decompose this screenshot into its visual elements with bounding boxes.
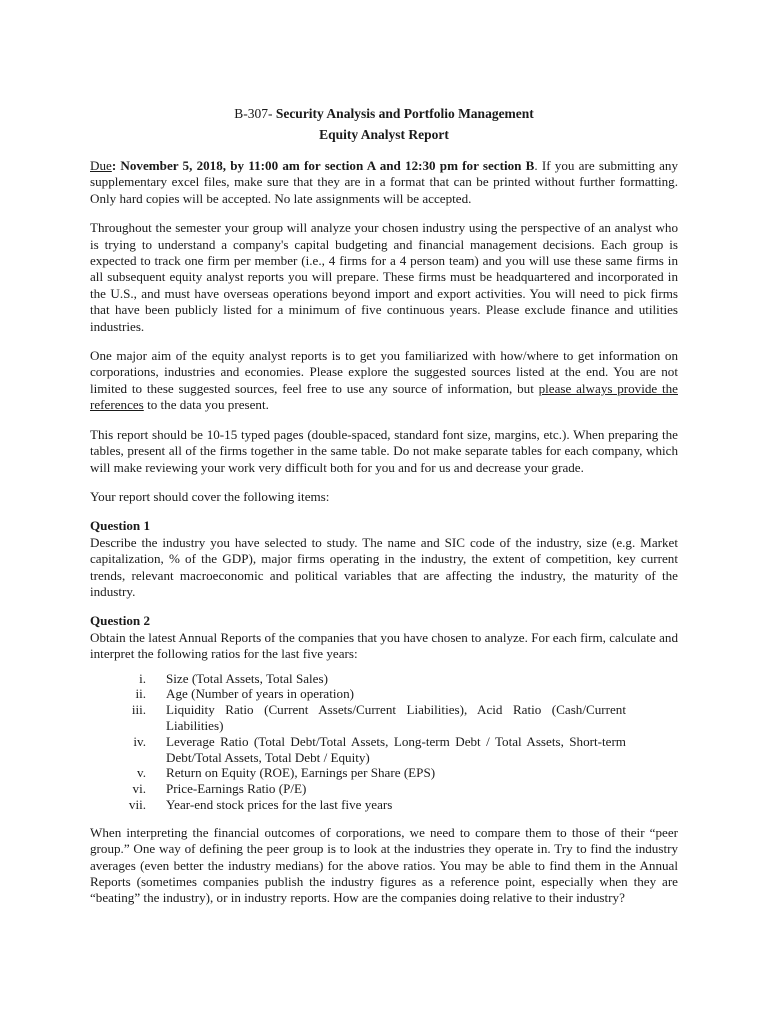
course-code: B-307- (234, 106, 276, 121)
question-1-text: Describe the industry you have selected to study. The name and SIC code of the industry, size (e.g. Market capitalization, % of the GDP), major firms operating in the industry, the extent of competition, key current trends, relevant macroeconomic and political variables that are affecting the industry, the maturity of the industry. (90, 534, 678, 599)
list-item-text: Price-Earnings Ratio (P/E) (166, 781, 307, 797)
list-item-text: Return on Equity (ROE), Earnings per Share (EPS) (166, 765, 436, 781)
list-item-number: vi. (132, 781, 146, 797)
list-item-text: Liquidity Ratio (Current Assets/Current Liabilities), Acid Ratio (Cash/Current Liabilities) (166, 702, 626, 733)
list-item (90, 797, 678, 813)
list-item (90, 671, 678, 687)
references-emphasis: please always provide the references (90, 380, 678, 413)
due-label: Due (90, 158, 112, 173)
list-item-text: Year-end stock prices for the last five years (166, 796, 393, 812)
due-paragraph (90, 158, 678, 207)
paragraph-overview: Throughout the semester your group will analyze your chosen industry using the perspective of an analyst who is trying to understand a company's capital budgeting and financial management decisions. Each group is expected to track one firm per member (i.e., 4 firms for a 4 person team) and you will use these same firms in all subsequent equity analyst reports you will prepare. These firms must be headquartered and incorporated in the U.S., and must have overseas operations beyond import and export activities. You will need to pick firms that have been publicly listed for a minimum of five continuous years. Please exclude finance and utilities industries. (90, 220, 678, 334)
paragraph-sources: One major aim of the equity analyst reports is to get you familiarized with how/where to get information on corporations, industries and economies. Please explore the suggested sources listed at the end. You are not limited to these suggested sources, feel free to use any source of information, but please always provide the references to the data you present. (90, 348, 678, 413)
due-details: . If you are submitting any supplementary excel files, make sure that they are in a format that can be printed without further formatting. Only hard copies will be accepted. No late assignments will be accepted. (90, 158, 678, 206)
document-body (90, 158, 678, 920)
list-item-number: i. (139, 670, 146, 686)
question-2-intro: Obtain the latest Annual Reports of the companies that you have chosen to analyze. For each firm, calculate and interpret the following ratios for the last five years: (90, 629, 678, 662)
list-item-text: Age (Number of years in operation) (166, 686, 354, 702)
question-2-outro: When interpreting the financial outcomes of corporations, we need to compare them to those of their “peer group.” One way of defining the peer group is to look at the industries they operate in. Try to find the industry averages (even better the industry medians) for the above ratios. You may be able to find them in the Annual Reports (sometimes companies publish the industry figures as a reference point, especially when they are “beating” the industry), or in industry reports. How are the companies doing relative to their industry? (90, 824, 678, 906)
ratio-list (90, 671, 678, 813)
list-item-number: ii. (135, 686, 146, 702)
question-1-heading: Question 1 (90, 518, 151, 534)
list-item (90, 781, 678, 797)
list-item-number: vii. (128, 796, 146, 812)
question-2-heading: Question 2 (90, 613, 151, 629)
course-name: Security Analysis and Portfolio Management (275, 106, 534, 121)
report-title: Equity Analyst Report (319, 127, 449, 142)
list-item-number: v. (137, 765, 146, 781)
paragraph-format: This report should be 10-15 typed pages (double-spaced, standard font size, margins, etc.). When preparing the tables, present all of the firms together in the same table. Do not make separate tables for each company, which will make reviewing your work very difficult both for you and for us and decrease your grade. (90, 426, 678, 475)
list-item (90, 734, 678, 766)
list-item-text: Size (Total Assets, Total Sales) (166, 670, 328, 686)
list-item (90, 686, 678, 702)
list-item-number: iv. (133, 733, 146, 749)
list-item (90, 702, 678, 734)
list-item-number: iii. (131, 702, 146, 718)
paragraph-items-intro: Your report should cover the following items: (90, 488, 330, 504)
course-title (0, 106, 768, 122)
list-item-text: Leverage Ratio (Total Debt/Total Assets, Long-term Debt / Total Assets, Short-term Debt/Total Assets, Total Debt / Equity) (166, 733, 626, 765)
list-item (90, 765, 678, 781)
due-deadline: : November 5, 2018, by 11:00 am for section A and 12:30 pm for section B (111, 158, 535, 173)
